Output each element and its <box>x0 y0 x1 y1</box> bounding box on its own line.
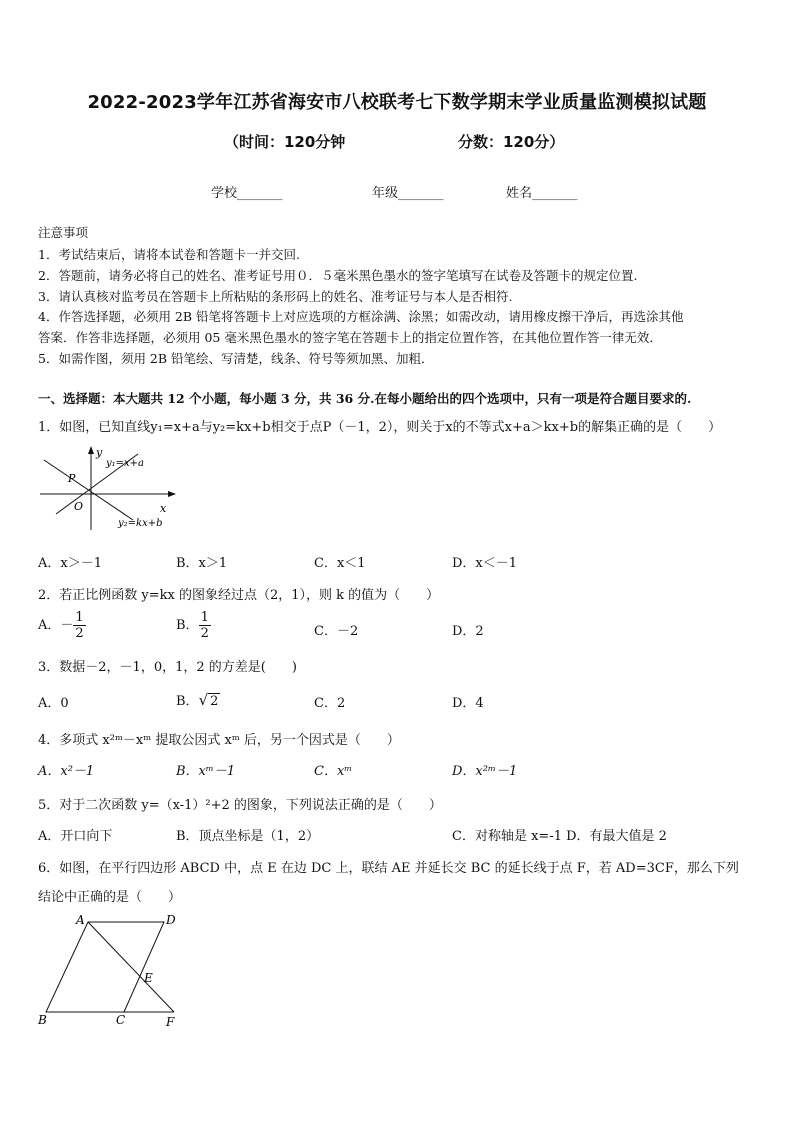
exam-title: 2022-2023学年江苏省海安市八校联考七下数学期末学业质量监测模拟试题 <box>87 92 707 113</box>
line-af <box>88 922 174 1012</box>
vertex-c-label: C <box>116 1013 126 1027</box>
x-axis-arrow <box>168 491 176 497</box>
numerator: 1 <box>200 610 209 625</box>
note-item: 5．如需作图，须用 2B 铅笔绘、写清楚，线条、符号等须加黑、加粗． <box>38 351 434 366</box>
origin-label: O <box>74 500 84 513</box>
name-field: 姓名_______ <box>506 186 578 201</box>
q2-option-d: D．2 <box>452 624 484 639</box>
section-heading: 一、选择题：本大题共 12 个小题，每小题 3 分，共 36 分.在每小题给出的四个选项中，只有一项是符合题目要求的. <box>38 391 692 406</box>
vertex-a-label: A <box>76 913 85 927</box>
denominator: 2 <box>75 626 84 641</box>
q4-option-d: D．x²ᵐ－1 <box>452 764 518 779</box>
q3-option-b-prefix: B． <box>176 694 199 709</box>
line-y1-label: y₁=x+a <box>106 458 145 469</box>
q4-option-b: B．xᵐ－1 <box>176 764 236 779</box>
question-6-stem-line2: 结论中正确的是（ ） <box>38 890 182 905</box>
note-item: 1．考试结束后，请将本试卷和答题卡一并交回. <box>38 247 300 262</box>
point-p-label: P <box>68 472 76 485</box>
fraction-half <box>199 610 211 641</box>
q4-option-a: A．x²－1 <box>38 764 95 779</box>
school-field: 学校_______ <box>211 186 283 201</box>
fraction-half <box>73 610 85 641</box>
q5-option-b: B．顶点坐标是（1，2） <box>176 829 320 844</box>
sqrt-sign: √ <box>198 691 209 709</box>
vertex-b-label: B <box>38 1013 47 1027</box>
y-axis-label: y <box>96 446 103 459</box>
q3-option-b <box>176 690 220 709</box>
denominator: 2 <box>200 626 209 641</box>
notes-heading: 注意事项 <box>38 225 89 240</box>
q2-option-c: C．－2 <box>314 624 359 639</box>
total-score: 分数：120分） <box>458 133 565 151</box>
question-5-stem: 5．对于二次函数 y=（x-1）²+2 的图象，下列说法正确的是（ ） <box>38 798 442 813</box>
sqrt-radicand: 2 <box>210 694 219 709</box>
q2-option-a-prefix: A．－ <box>38 618 74 633</box>
question-4-stem: 4．多项式 x²ᵐ－xᵐ 提取公因式 xᵐ 后，另一个因式是（ ） <box>38 733 400 748</box>
note-item: 2．答题前，请务必将自己的姓名、准考证号用０．５毫米黑色墨水的签字笔填写在试卷及答题卡的规定位置. <box>38 268 638 283</box>
q3-option-c: C．2 <box>314 696 346 711</box>
q3-option-d: D．4 <box>452 696 484 711</box>
q5-option-cd: C．对称轴是 x=-1 D．有最大值是 2 <box>452 829 667 844</box>
point-e-label: E <box>144 971 153 985</box>
q2-option-a <box>38 610 86 641</box>
q1-option-c: C．x＜1 <box>314 556 366 571</box>
question-1-stem: 1．如图，已知直线y₁=x+a与y₂=kx+b相交于点P（－1，2），则关于x的不等式x+a＞kx+b的解集正确的是（ ） <box>38 420 722 435</box>
grade-field: 年级_______ <box>372 186 444 201</box>
q1-option-d: D．x＜－1 <box>452 556 518 571</box>
note-item: 3．请认真核对监考员在答题卡上所粘贴的条形码上的姓名、准考证号与本人是否相符. <box>38 289 513 304</box>
question-6-figure <box>36 910 186 1032</box>
time-limit: （时间：120分钟 <box>224 133 346 151</box>
q1-option-b: B．x＞1 <box>176 556 228 571</box>
q2-option-b-prefix: B． <box>176 618 199 633</box>
note-item: 答案．作答非选择题，必须用 05 毫米黑色墨水的签字笔在答题卡上的指定位置作答，在其他位置作答一律无效． <box>38 330 662 345</box>
y-axis-arrow <box>88 446 94 454</box>
question-3-stem: 3．数据－2，－1，0，1，2 的方差是( ) <box>38 660 297 675</box>
q1-option-a: A．x＞－1 <box>38 556 102 571</box>
note-item: 4．作答选择题，必须用 2B 铅笔将答题卡上对应选项的方框涂满、涂黑；如需改动，请用橡皮擦干净后，再选涂其他 <box>38 309 684 324</box>
vertex-d-label: D <box>166 913 176 927</box>
question-6-stem-line1: 6．如图，在平行四边形 ABCD 中，点 E 在边 DC 上，联结 AE 并延长交 BC 的延长线于点 F，若 AD=3CF，那么下列 <box>38 861 739 876</box>
q5-option-a: A．开口向下 <box>38 829 113 844</box>
line-y2 <box>44 460 133 520</box>
point-f-label: F <box>166 1015 175 1029</box>
parallelogram-abcd <box>46 922 164 1012</box>
x-axis-label: x <box>160 502 167 515</box>
numerator: 1 <box>75 610 84 625</box>
question-1-graph <box>38 442 178 532</box>
q2-option-b <box>176 610 211 641</box>
question-2-stem: 2．若正比例函数 y=kx 的图象经过点（2，1），则 k 的值为（ ） <box>38 588 440 603</box>
q3-option-a: A．0 <box>38 696 69 711</box>
line-y2-label: y₂=kx+b <box>118 518 163 529</box>
q4-option-c: C．xᵐ <box>314 764 353 779</box>
